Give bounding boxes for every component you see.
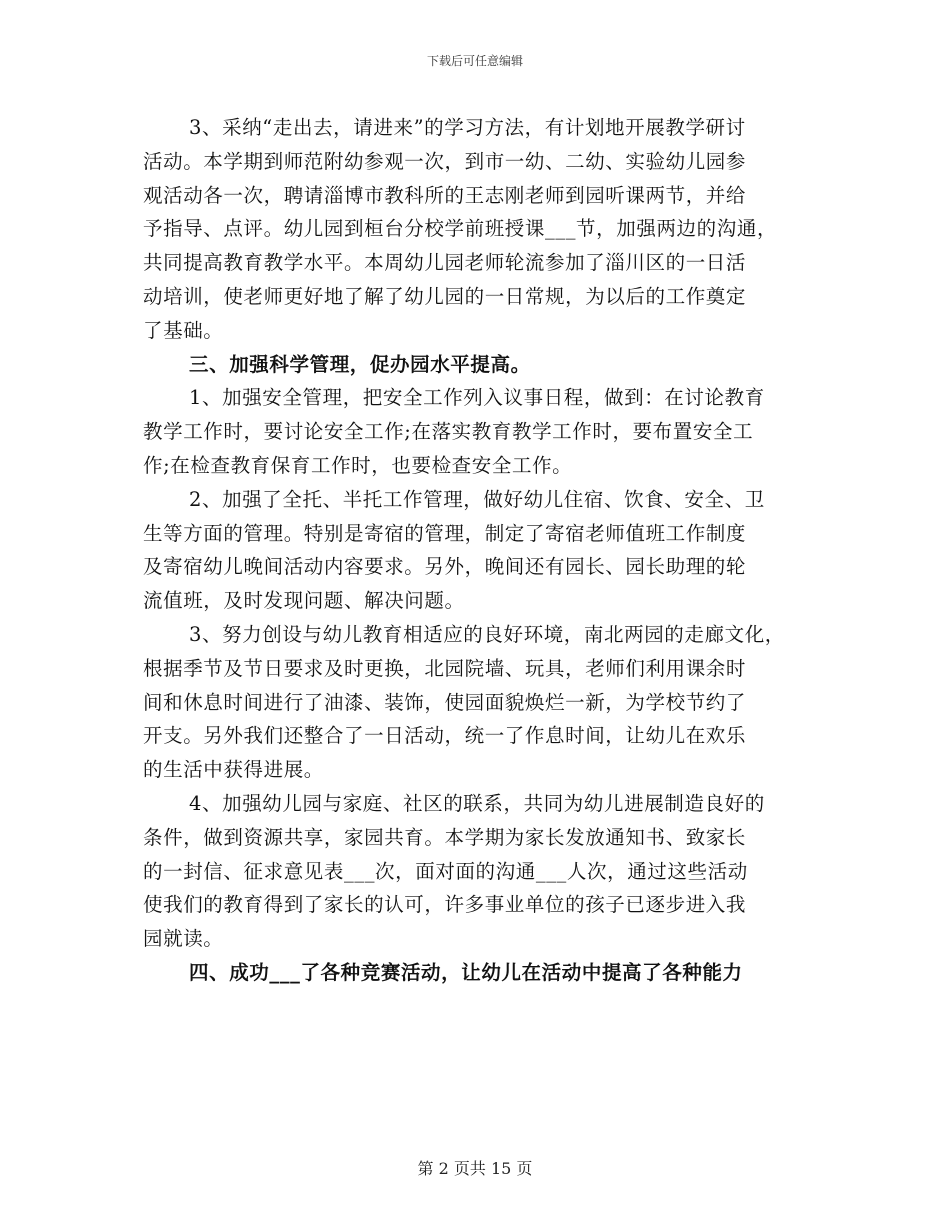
paragraph-line: 间和休息时间进行了油漆、装饰，使园面貌焕烂一新，为学校节约了 bbox=[143, 690, 747, 714]
paragraph-line: 3、采纳“走出去，请进来”的学习方法，有计划地开展教学研讨 bbox=[189, 116, 746, 139]
paragraph-line: 作;在检查教育保育工作时，也要检查安全工作。 bbox=[143, 453, 573, 477]
paragraph-line: 流值班，及时发现问题、解决问题。 bbox=[143, 589, 465, 613]
page-header: 下载后可任意编辑 bbox=[426, 54, 523, 68]
paragraph-line: 共同提高教育教学水平。本周幼儿园老师轮流参加了淄川区的一日活 bbox=[143, 251, 747, 275]
paragraph-line: 了基础。 bbox=[143, 318, 224, 342]
paragraph-line: 4、加强幼儿园与家庭、社区的联系，共同为幼儿进展制造良好的 bbox=[189, 791, 765, 815]
paragraph-line: 及寄宿幼儿晚间活动内容要求。另外，晚间还有园长、园长助理的轮 bbox=[143, 555, 747, 579]
paragraph-line: 予指导、点评。幼儿园到桓台分校学前班授课___节，加强两边的沟通， bbox=[143, 217, 778, 241]
paragraph-line: 教学工作时，要讨论安全工作;在落实教育教学工作时，要布置安全工 bbox=[143, 420, 754, 444]
paragraph-line: 园就读。 bbox=[143, 927, 224, 951]
paragraph-line: 的生活中获得进展。 bbox=[143, 758, 324, 782]
paragraph-line: 活动。本学期到师范附幼参观一次，到市一幼、二幼、实验幼儿园参 bbox=[143, 149, 747, 173]
paragraph-line: 观活动各一次，聘请淄博市教科所的王志刚老师到园听课两节，并给 bbox=[143, 183, 747, 207]
page-number: 第 2 页共 15 页 bbox=[417, 1159, 533, 1178]
paragraph-line: 动培训，使老师更好地了解了幼儿园的一日常规，为以后的工作奠定 bbox=[143, 284, 747, 308]
paragraph-line: 使我们的教育得到了家长的认可，许多事业单位的孩子已逐步进入我 bbox=[143, 893, 747, 917]
paragraph-line: 条件，做到资源共享，家园共育。本学期为家长发放通知书、致家长 bbox=[143, 825, 747, 849]
section-heading: 四、成功___了各种竞赛活动，让幼儿在活动中提高了各种能力 bbox=[189, 960, 743, 984]
section-heading: 三、加强科学管理，促办园水平提高。 bbox=[189, 352, 531, 376]
paragraph-line: 开支。另外我们还整合了一日活动，统一了作息时间，让幼儿在欢乐 bbox=[143, 724, 747, 748]
paragraph-line: 根据季节及节日要求及时更换，北园院墙、玩具，老师们利用课余时 bbox=[143, 656, 747, 680]
paragraph-line: 2、加强了全托、半托工作管理，做好幼儿住宿、饮食、安全、卫 bbox=[189, 487, 765, 511]
paragraph-line: 1、加强安全管理，把安全工作列入议事日程，做到：在讨论教育 bbox=[189, 386, 765, 410]
paragraph-line: 的一封信、征求意见表___次，面对面的沟通___人次，通过这些活动 bbox=[143, 859, 748, 883]
paragraph-line: 生等方面的管理。特别是寄宿的管理，制定了寄宿老师值班工作制度 bbox=[143, 521, 747, 545]
paragraph-line: 3、努力创设与幼儿教育相适应的良好环境，南北两园的走廊文化， bbox=[189, 622, 785, 646]
document-body bbox=[143, 111, 823, 990]
